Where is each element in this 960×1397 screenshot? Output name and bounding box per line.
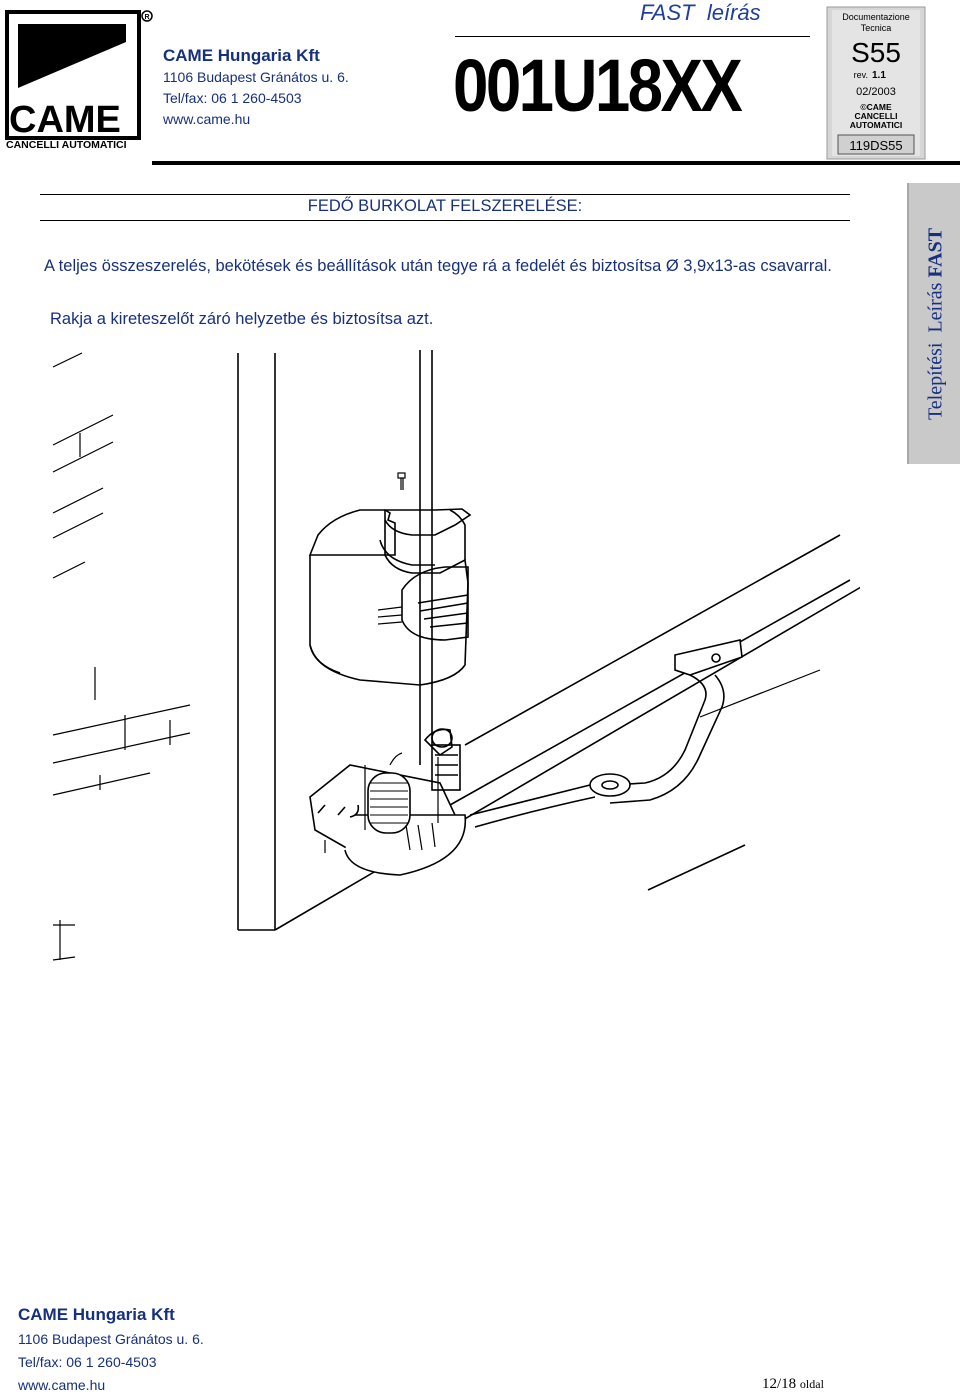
stamp-code: S55 bbox=[851, 37, 901, 68]
stamp-brand2: CANCELLI bbox=[854, 111, 898, 121]
side-tab-bold: FAST bbox=[924, 227, 946, 278]
header-company-info bbox=[163, 45, 349, 130]
footer-phone: Tel/fax: 06 1 260-4503 bbox=[18, 1354, 157, 1370]
stamp-rev-label: rev. bbox=[853, 70, 868, 80]
section-rule-bottom bbox=[40, 220, 850, 221]
came-logo bbox=[4, 10, 154, 155]
section-title: FEDŐ BURKOLAT FELSZERELÉSE: bbox=[307, 197, 583, 215]
page-number-value: 12/18 bbox=[762, 1376, 797, 1392]
installation-illustration bbox=[40, 345, 860, 1015]
doc-title: FAST leírás bbox=[640, 0, 761, 25]
documentation-stamp bbox=[826, 6, 926, 160]
header-website[interactable]: www.came.hu bbox=[163, 111, 251, 127]
page-number-suffix: oldal bbox=[799, 1377, 824, 1391]
motor-cover bbox=[310, 509, 470, 685]
side-tab-text: Telepítési Leírás bbox=[924, 277, 946, 420]
stamp-rev-value: 1.1 bbox=[872, 70, 886, 81]
stamp-date: 02/2003 bbox=[856, 86, 896, 98]
doc-code: 001U18XX bbox=[453, 44, 741, 127]
side-tab bbox=[907, 183, 960, 464]
header-company-name: CAME Hungaria Kft bbox=[163, 46, 320, 65]
page-number bbox=[762, 1376, 824, 1393]
header-address: 1106 Budapest Gránátos u. 6. bbox=[163, 69, 349, 85]
stamp-line2: Tecnica bbox=[860, 23, 892, 33]
logo-subtitle: CANCELLI AUTOMATICI bbox=[6, 139, 127, 151]
operator-arm bbox=[470, 640, 742, 827]
footer-company-name: CAME Hungaria Kft bbox=[18, 1305, 175, 1324]
stamp-line1: Documentazione bbox=[842, 12, 910, 22]
svg-text:R: R bbox=[144, 14, 150, 21]
header-phone: Tel/fax: 06 1 260-4503 bbox=[163, 90, 302, 106]
cover-screw bbox=[398, 473, 405, 490]
footer-website[interactable]: www.came.hu bbox=[18, 1377, 106, 1393]
logo-wordmark: CAME bbox=[9, 99, 121, 141]
pillar bbox=[238, 353, 860, 930]
gate-leaf bbox=[420, 350, 850, 890]
wall-brick-hatching bbox=[53, 353, 190, 960]
motor-base bbox=[310, 729, 465, 875]
footer-company-info bbox=[18, 1302, 204, 1397]
header-rule bbox=[152, 161, 960, 165]
stamp-brand3: AUTOMATICI bbox=[849, 120, 903, 130]
section-rule-top bbox=[40, 194, 850, 195]
stamp-brand1: ©CAME bbox=[860, 102, 892, 112]
title-rule bbox=[455, 36, 810, 37]
side-tab-label bbox=[924, 227, 947, 419]
instruction-paragraph-2: Rakja a kireteszelőt záró helyzetbe és biztosítsa azt. bbox=[50, 310, 434, 328]
instruction-paragraph-1: A teljes összeszerelés, bekötések és beállítások után tegye rá a fedelét és biztosítsa Ø 3,9x13-as csavarral. bbox=[44, 257, 832, 275]
footer-address: 1106 Budapest Gránátos u. 6. bbox=[18, 1331, 204, 1347]
stamp-ref: 119DS55 bbox=[849, 138, 903, 153]
